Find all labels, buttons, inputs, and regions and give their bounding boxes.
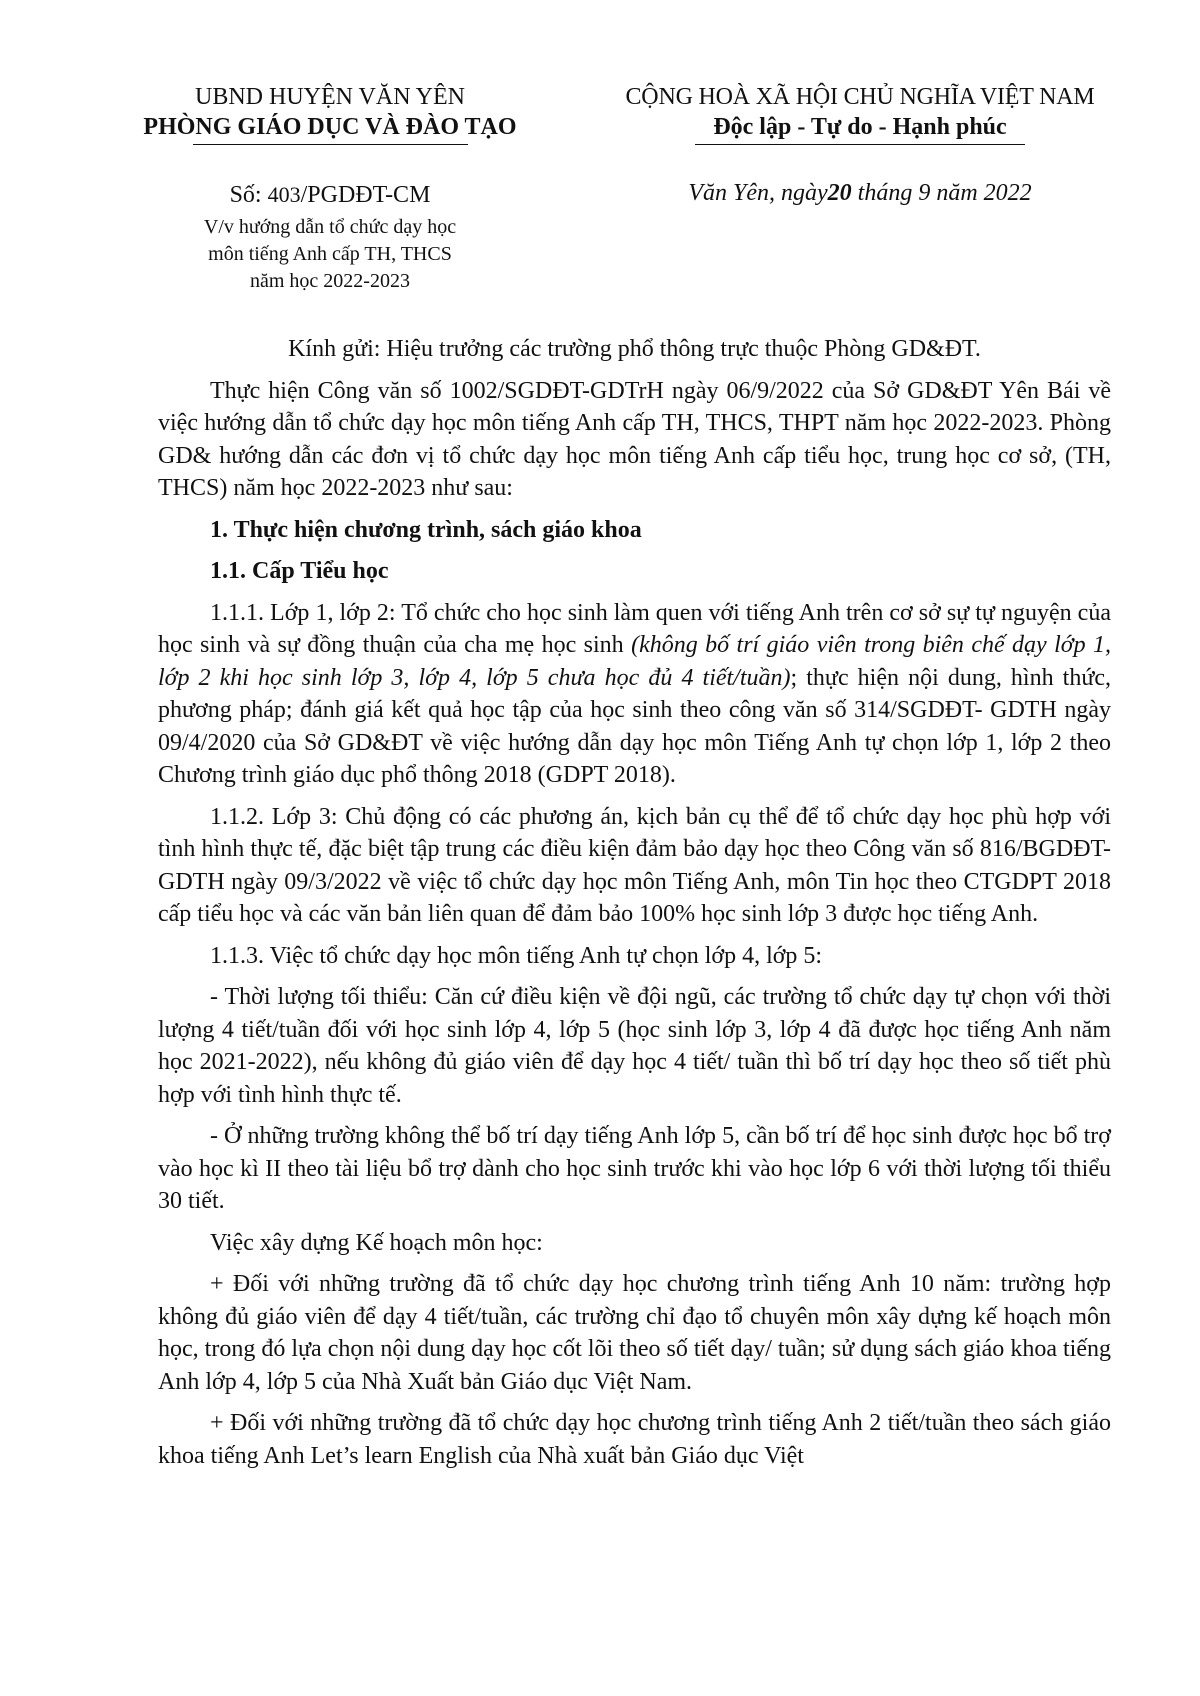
issuer-header [110, 82, 550, 145]
paragraph-text: ; thực hiện nội dung, hình thức, phương pháp; đánh giá kết quả học tập của học sinh theo công văn số 314/SGDĐT- GDTH ngày 09/4/2020 của Sở GD&ĐT về việc hướng dẫn dạy học môn Tiếng Anh tự chọn lớp 1, lớp 2 theo Chương trình giáo dục phổ thông 2018 (GDPT 2018). [158, 664, 1111, 788]
document-number-suffix: /PGDĐT-CM [300, 182, 431, 208]
paragraph-min-time: - Thời lượng tối thiểu: Căn cứ điều kiện về đội ngũ, các trường tổ chức dạy tự chọn với thời lượng 4 tiết/tuần đối với học sinh lớp 4, lớp 5 (học sinh lớp 3, lớp 4 đã được học tiếng Anh năm học 2021-2022), nếu không đủ giáo viên để dạy học 4 tiết/ tuần thì bố trí dạy học theo số tiết phù hợp với tình hình thực tế. [158, 984, 1111, 1108]
paragraph-grade5: - Ở những trường không thể bố trí dạy tiếng Anh lớp 5, cần bố trí để học sinh được học bổ trợ vào học kì II theo tài liệu bổ trợ dành cho học sinh trước khi vào học lớp 6 với thời lượng tối thiểu 30 tiết. [158, 1123, 1111, 1214]
paragraph-1-1-3: 1.1.3. Việc tổ chức dạy học môn tiếng Anh tự chọn lớp 4, lớp 5: [210, 942, 823, 969]
paragraph-plus-2: + Đối với những trường đã tổ chức dạy học chương trình tiếng Anh 2 tiết/tuần theo sách giáo khoa tiếng Anh Let’s learn English của Nhà xuất bản Giáo dục Việt [158, 1410, 1111, 1469]
paragraph-plus-1: + Đối với những trường đã tổ chức dạy học chương trình tiếng Anh 10 năm: trường hợp không đủ giáo viên để dạy 4 tiết/tuần, các trường chỉ đạo tổ chuyên môn xây dựng kế hoạch môn học, trong đó lựa chọn nội dung dạy học cốt lõi theo số tiết dạy/ tuần; sử dụng sách giáo khoa tiếng Anh lớp 4, lớp 5 của Nhà Xuất bản Giáo dục Việt Nam. [158, 1271, 1111, 1395]
issuer-underline [193, 144, 468, 145]
document-number [110, 182, 550, 209]
document-number-value: 403 [267, 182, 301, 207]
section-heading: 1. Thực hiện chương trình, sách giáo khoa [210, 516, 642, 543]
document-body [158, 333, 1111, 1481]
subject-line: năm học 2022-2023 [250, 270, 410, 292]
document-number-prefix: Số: [229, 182, 268, 208]
national-motto: Độc lập - Tự do - Hạnh phúc [713, 114, 1007, 140]
paragraph-plan: Việc xây dựng Kế hoạch môn học: [210, 1229, 543, 1256]
issuer-district: UBND HUYỆN VĂN YÊN [195, 84, 465, 110]
intro-paragraph: Thực hiện Công văn số 1002/SGDĐT-GDTrH ngày 06/9/2022 của Sở GD&ĐT Yên Bái về việc hướng dẫn tổ chức dạy học môn tiếng Anh cấp TH, THCS, THPT năm học 2022-2023. Phòng GD& hướng dẫn các đơn vị tổ chức dạy học môn tiếng Anh cấp tiểu học, trung học cơ sở, (TH, THCS) năm học 2022-2023 như sau: [158, 377, 1111, 501]
subject-line: V/v hướng dẫn tổ chức dạy học [203, 216, 457, 238]
document-subject [110, 214, 550, 295]
paragraph-1-1-1 [158, 597, 1111, 792]
national-title: CỘNG HOÀ XÃ HỘI CHỦ NGHĨA VIỆT NAM [625, 84, 1095, 110]
paragraph-italic-note: (không bố trí giáo viên trong biên chế dạy lớp 1, lớp 2 khi học sinh lớp 3, lớp 4, lớp 5 chưa học đủ 4 tiết/tuần) [158, 632, 1111, 691]
greeting: Kính gửi: Hiệu trưởng các trường phổ thông trực thuộc Phòng GD&ĐT. [288, 336, 981, 362]
national-header [590, 82, 1130, 145]
subject-line: môn tiếng Anh cấp TH, THCS [208, 243, 452, 265]
paragraph-text: 1.1.1. Lớp 1, lớp 2: Tổ chức cho học sinh làm quen với tiếng Anh trên cơ sở sự tự nguyện của học sinh và sự đồng thuận của cha mẹ học sinh [158, 599, 1111, 658]
date-day: 20 [827, 180, 852, 206]
paragraph-1-1-2: 1.1.2. Lớp 3: Chủ động có các phương án, kịch bản cụ thể để tổ chức dạy học phù hợp với tình hình thực tế, đặc biệt tập trung các điều kiện đảm bảo dạy học theo Công văn số 816/BGDĐT-GDTH ngày 09/3/2022 về việc tổ chức dạy học môn Tiếng Anh, môn Tin học theo CTGDPT 2018 cấp tiểu học và các văn bản liên quan để đảm bảo 100% học sinh lớp 3 được học tiếng Anh. [158, 803, 1111, 927]
date-prefix: Văn Yên, ngày [688, 180, 828, 206]
motto-underline [695, 144, 1025, 145]
subsection-heading: 1.1. Cấp Tiểu học [210, 558, 389, 584]
document-date [590, 180, 1130, 207]
date-suffix: tháng 9 năm 2022 [851, 180, 1032, 206]
issuer-department: PHÒNG GIÁO DỤC VÀ ĐÀO TẠO [143, 114, 517, 140]
